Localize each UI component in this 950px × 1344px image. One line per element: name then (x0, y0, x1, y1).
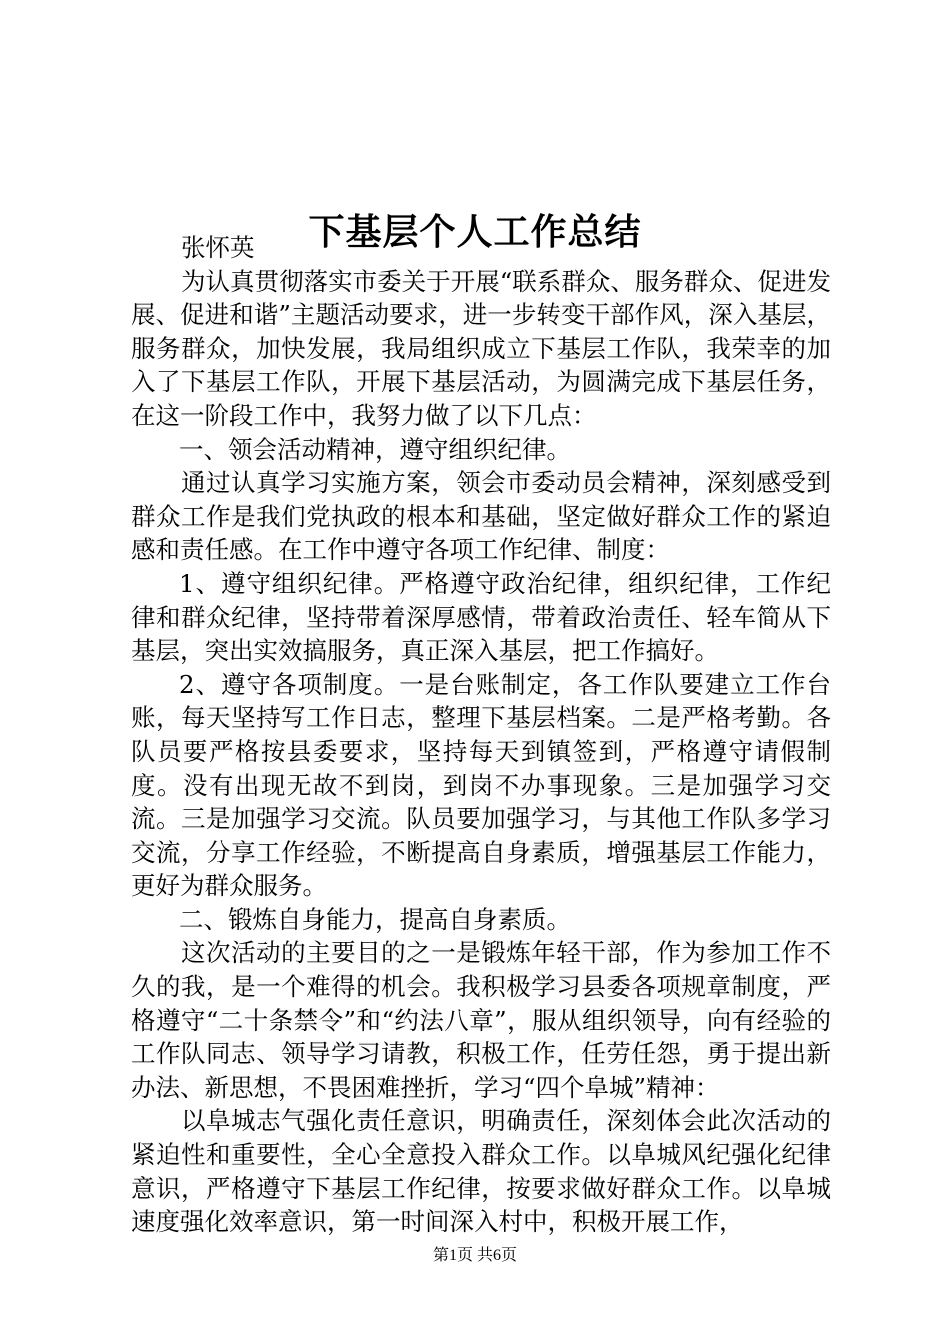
paragraph-intro: 为认真贯彻落实市委关于开展“联系群众、服务群众、促进发展、促进和谐”主题活动要求，进一步转变干部作风，深入基层，服务群众，加快发展，我局组织成立下基层工作队，我荣幸的加入了下基层工作队，开展下基层活动，为圆满完成下基层任务，在这一阶段工作中，我努力做了以下几点： (131, 266, 831, 430)
paragraph-section-1: 通过认真学习实施方案，领会市委动员会精神，深刻感受到群众工作是我们党执政的根本和基础，坚定做好群众工作的紧迫感和责任感。在工作中遵守各项工作纪律、制度： (131, 468, 831, 565)
document-body (131, 231, 831, 1239)
paragraph-fucheng-spirit: 以阜城志气强化责任意识，明确责任，深刻体会此次活动的紧迫性和重要性，全心全意投入群众工作。以阜城风纪强化纪律意识，严格遵守下基层工作纪律，按要求做好群众工作。以阜城速度强化效率意识，第一时间深入村中，积极开展工作， (131, 1106, 831, 1237)
author-name: 张怀英 (181, 233, 255, 262)
page-number-footer: 第1页 共6页 (432, 1247, 517, 1264)
section-heading-1: 一、领会活动精神，遵守组织纪律。 (179, 434, 571, 464)
section-heading-2: 二、锻炼自身能力，提高自身素质。 (179, 904, 571, 934)
document-title: 下基层个人工作总结 (308, 211, 642, 254)
paragraph-section-2: 这次活动的主要目的之一是锻炼年轻干部，作为参加工作不久的我，是一个难得的机会。我积极学习县委各项规章制度，严格遵守“二十条禁令”和“约法八章”，服从组织领导，向有经验的工作队同志、领导学习请教，积极工作，任劳任怨，勇于提出新办法、新思想，不畏困难挫折，学习“四个阜城”精神： (131, 938, 831, 1102)
paragraph-item-1: 1、遵守组织纪律。严格遵守政治纪律，组织纪律，工作纪律和群众纪律，坚持带着深厚感情，带着政治责任、轻车简从下基层，突出实效搞服务，真正深入基层，把工作搞好。 (131, 568, 831, 666)
paragraph-item-2: 2、遵守各项制度。一是台账制定，各工作队要建立工作台账，每天坚持写工作日志，整理下基层档案。二是严格考勤。各队员要严格按县委要求，坚持每天到镇签到，严格遵守请假制度。没有出现无故不到岗，到岗不办事现象。三是加强学习交流。三是加强学习交流。队员要加强学习，与其他工作队多学习交流，分享工作经验，不断提高自身素质，增强基层工作能力，更好为群众服务。 (131, 669, 831, 901)
